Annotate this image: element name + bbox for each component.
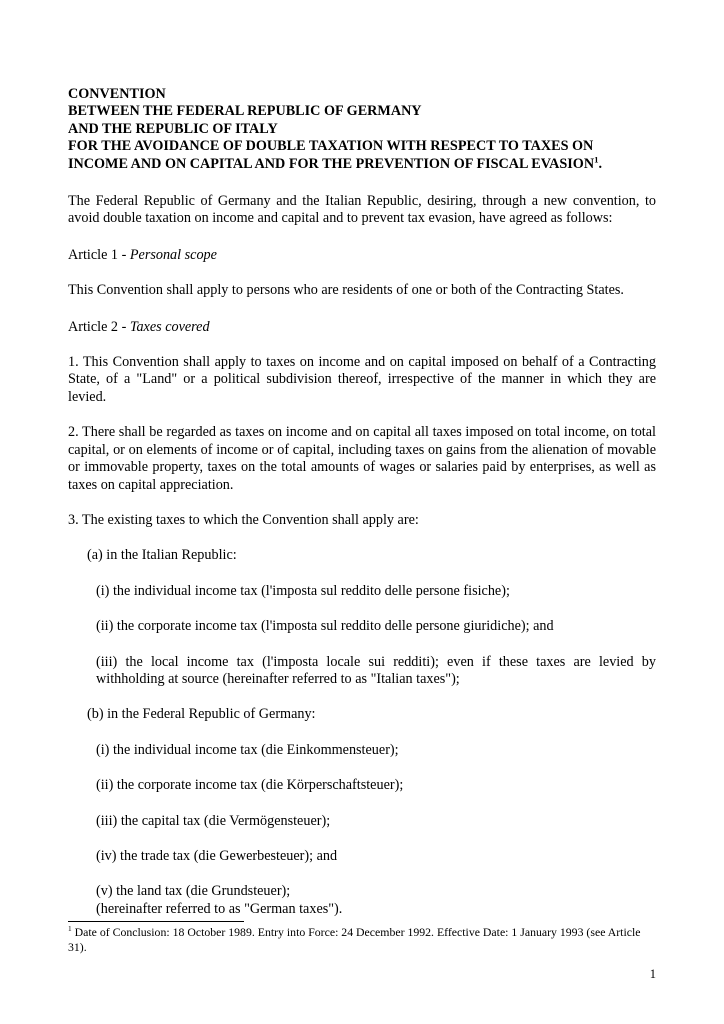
germany-tax-item: (i) the individual income tax (die Einkommensteuer); xyxy=(96,741,399,758)
italy-tax-item: (iii) the local income tax (l'imposta locale sui redditi); even if these taxes are levied by withholding at source (hereinafter referred to as "Italian taxes"); xyxy=(96,653,656,687)
germany-tax-item: (iii) the capital tax (die Vermögensteuer); xyxy=(96,812,331,829)
document-title xyxy=(68,86,656,173)
title-period: . xyxy=(598,155,603,172)
article-2-paragraph-1: 1. This Convention shall apply to taxes on income and on capital imposed on behalf of a Contracting State, of a "Land" or a political subdivision thereof, irrespective of the manner in which they are levied. xyxy=(68,354,656,405)
article-2-heading xyxy=(68,319,656,336)
title-line: CONVENTION xyxy=(68,86,166,102)
italy-label: (a) in the Italian Republic: xyxy=(87,547,237,564)
title-line-text: INCOME AND ON CAPITAL AND FOR THE PREVENTION OF FISCAL EVASION xyxy=(68,155,595,172)
article-1-prefix: Article 1 - xyxy=(68,246,130,263)
article-1-name: Personal scope xyxy=(129,246,217,263)
germany-tax-item: (v) the land tax (die Grundsteuer); xyxy=(96,883,291,900)
germany-tax-item: (iv) the trade tax (die Gewerbesteuer); and xyxy=(96,847,338,864)
title-line: BETWEEN THE FEDERAL REPUBLIC OF GERMANY xyxy=(68,103,422,120)
germany-label: (b) in the Federal Republic of Germany: xyxy=(87,706,316,723)
article-2-paragraph-3: 3. The existing taxes to which the Convention shall apply are: xyxy=(68,511,419,528)
article-2-paragraph-2: 2. There shall be regarded as taxes on income and on capital all taxes imposed on total income, on total capital, or on elements of income or of capital, including taxes on gains from the alienation of movable or immovable property, taxes on the total amounts of wages or salaries paid by enterprises, as well as taxes on capital appreciation. xyxy=(68,424,656,493)
page-number: 1 xyxy=(649,967,656,981)
title-line: AND THE REPUBLIC OF ITALY xyxy=(68,120,278,137)
article-2-name: Taxes covered xyxy=(129,318,210,335)
italy-tax-item: (i) the individual income tax (l'imposta sul reddito delle persone fisiche); xyxy=(96,582,510,599)
germany-closing: (hereinafter referred to as "German taxes"). xyxy=(96,900,343,917)
article-2-prefix: Article 2 - xyxy=(68,318,130,335)
article-1-text: This Convention shall apply to persons who are residents of one or both of the Contracting States. xyxy=(68,282,624,299)
title-line: FOR THE AVOIDANCE OF DOUBLE TAXATION WITH RESPECT TO TAXES ON xyxy=(68,138,594,155)
italy-tax-item: (ii) the corporate income tax (l'imposta sul reddito delle persone giuridiche); and xyxy=(96,618,554,635)
footnote-reference[interactable]: 1 xyxy=(594,153,599,164)
germany-tax-item: (ii) the corporate income tax (die Körperschaftsteuer); xyxy=(96,777,404,794)
article-1-heading xyxy=(68,247,656,264)
footnote-divider xyxy=(68,921,244,922)
footnote-text: Date of Conclusion: 18 October 1989. Entry into Force: 24 December 1992. Effective Date: 1 January 1993 (see Article 31). xyxy=(68,925,641,954)
document-body xyxy=(68,86,656,918)
title-line xyxy=(68,153,656,173)
preamble: The Federal Republic of Germany and the Italian Republic, desiring, through a new convention, to avoid double taxation on income and capital and to prevent tax evasion, have agreed as follows: xyxy=(68,193,656,227)
footnote xyxy=(68,925,656,955)
footnote-marker: 1 xyxy=(68,924,72,934)
